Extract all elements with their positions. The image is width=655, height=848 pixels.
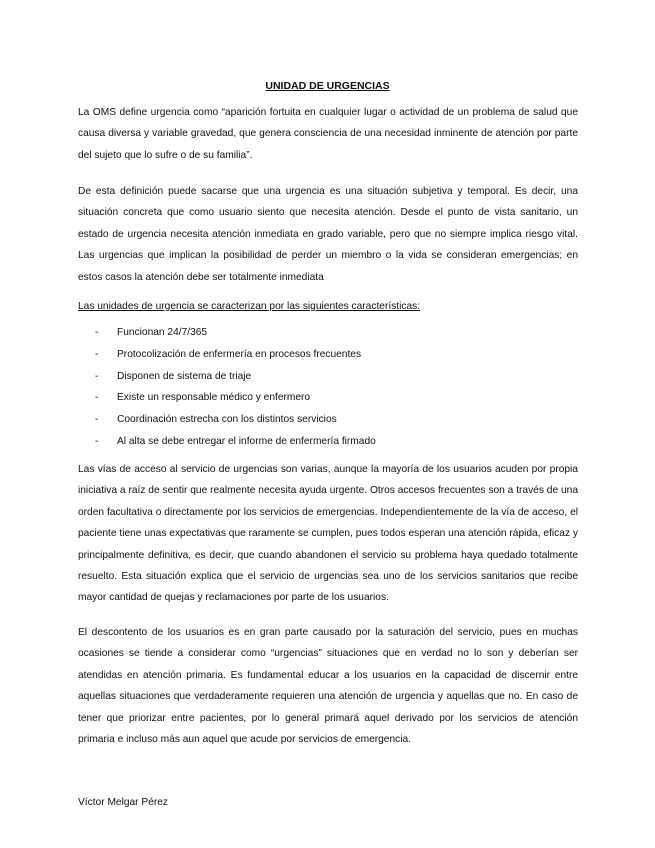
bullet-dash: -: [95, 348, 99, 360]
list-item-text: Protocolización de enfermería en procesos frecuentes: [117, 348, 362, 360]
bullet-dash: -: [95, 392, 99, 404]
list-item: [78, 366, 578, 388]
list-heading: Las unidades de urgencia se caracterizan por las siguientes características:: [78, 301, 421, 312]
list-item: [78, 322, 578, 344]
paragraph-dissatisfaction: El descontento de los usuarios es en gran parte causado por la saturación del servicio, pues en muchas ocasiones se tiende a considerar como “urgencias” situaciones que en verdad no lo son y deberían ser atendidas en atención primaria. Es fundamental educar a los usuarios en la capacidad de discernir entre aquellas situaciones que verdaderamente requieren una atención de urgencia y aquellas que no. En caso de tener que priorizar entre pacientes, por lo general primará aquel derivado por los servicios de atención primaria e incluso más aun aquel que acude por servicios de emergencia.: [78, 627, 578, 746]
list-item-text: Coordinación estrecha con los distintos servicios: [117, 414, 337, 426]
list-item-text: Existe un responsable médico y enfermero: [117, 392, 311, 404]
document-title: UNIDAD DE URGENCIAS: [265, 80, 390, 92]
list-item-text: Al alta se debe entregar el informe de enfermería firmado: [117, 435, 376, 447]
bullet-dash: -: [95, 370, 99, 382]
footer-author: Víctor Melgar Pérez: [78, 797, 169, 808]
bullet-dash: -: [95, 327, 99, 338]
bullet-dash: -: [95, 414, 99, 426]
list-item: [78, 409, 578, 431]
bullet-dash: -: [95, 435, 99, 447]
list-item: [78, 431, 578, 453]
paragraph-interpretation: De esta definición puede sacarse que una urgencia es una situación subjetiva y temporal. Es decir, una situación concreta que como usuario siento que necesita atención. Desde el punto de vista sanitario, un estado de urgencia necesita atención inmediata en grado variable, pero que no siempre implica riesgo vital. Las urgencias que implican la posibilidad de perder un miembro o la vida se consideran emergencias; en estos casos la atención debe ser totalmente inmediata: [78, 186, 578, 283]
list-item-text: Funcionan 24/7/365: [117, 327, 208, 338]
paragraph-access-routes: Las vías de acceso al servicio de urgencias son varias, aunque la mayoría de los usuarios acuden por propia iniciativa a raíz de sentir que realmente necesita ayuda urgente. Otros accesos frecuentes son a través de una orden facultativa o directamente por los servicios de emergencias. Independientemente de la vía de acceso, el paciente tiene unas expectativas que raramente se cumplen, pues todos esperan una atención rápida, eficaz y principalmente definitiva, es decir, que cuando abandonen el servicio su problema haya quedado totalmente resuelto. Esta situación explica que el servicio de urgencias sea uno de los servicios sanitarios que recibe mayor cantidad de quejas y reclamaciones por parte de los usuarios.: [78, 464, 578, 604]
list-item: [78, 387, 578, 409]
list-item-text: Disponen de sistema de triaje: [117, 370, 252, 382]
characteristics-list: [78, 322, 578, 453]
paragraph-definition: La OMS define urgencia como “aparición fortuita en cualquier lugar o actividad de un problema de salud que causa diversa y variable gravedad, que genera consciencia de una necesidad inminente de atención por parte del sujeto que lo sufre o de su familia”.: [78, 107, 578, 161]
list-item: [78, 344, 578, 366]
